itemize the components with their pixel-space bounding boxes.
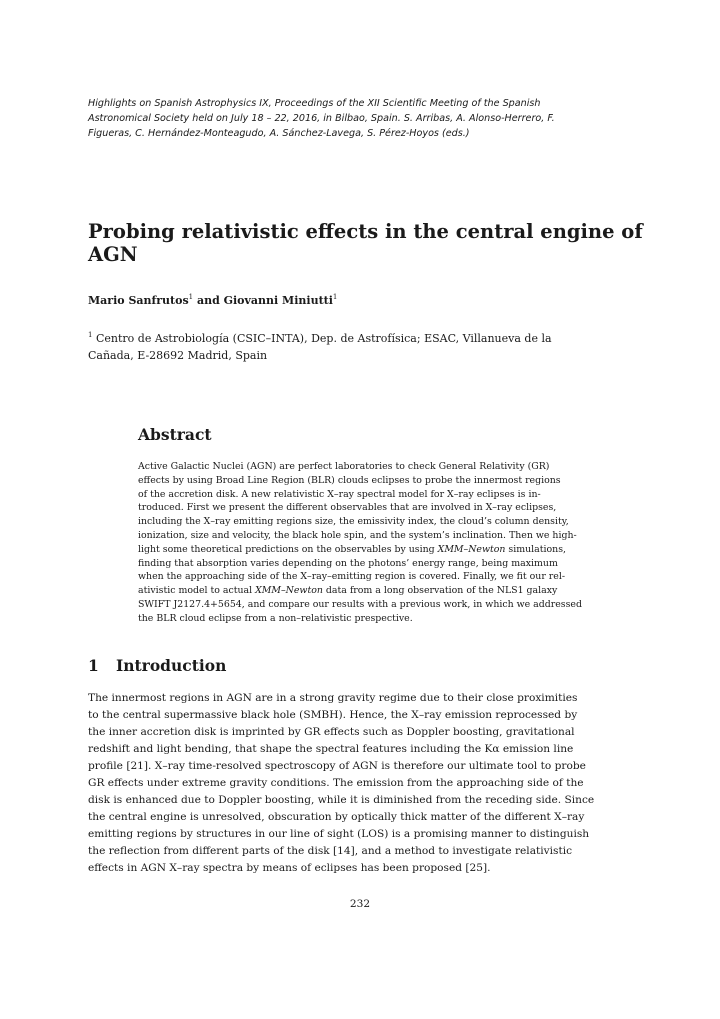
abstract-line: when the approaching side of the X–ray–emitting region is covered. Finally, we fit our rel- bbox=[138, 571, 565, 583]
page-number: 232 bbox=[349, 898, 371, 910]
section-number: 1 bbox=[88, 656, 99, 675]
intro-line: redshift and light bending, that shape the spectral features including the Kα emission line bbox=[88, 743, 574, 755]
abstract-line: effects by using Broad Line Region (BLR) clouds eclipses to probe the innermost regions bbox=[138, 474, 561, 486]
affiliation-mark: 1 bbox=[332, 293, 338, 301]
title-line: Probing relativistic effects in the central engine of bbox=[88, 220, 643, 243]
section-heading bbox=[88, 656, 226, 675]
abstract-line: troduced. First we present the different observables that are involved in X–ray eclipses, bbox=[138, 502, 557, 514]
affiliation-line: Centro de Astrobiología (CSIC–INTA), Dep. de Astrofísica; ESAC, Villanueva de la bbox=[92, 332, 552, 345]
intro-line: effects in AGN X–ray spectra by means of eclipses has been proposed [25]. bbox=[88, 862, 491, 874]
intro-line: to the central supermassive black hole (SMBH). Hence, the X–ray emission reprocessed by bbox=[88, 709, 578, 721]
intro-line: the inner accretion disk is imprinted by GR effects such as Doppler boosting, gravitational bbox=[88, 726, 575, 738]
abstract-body bbox=[138, 460, 624, 626]
affiliation-line: Cañada, E-28692 Madrid, Spain bbox=[88, 349, 268, 362]
author-list bbox=[88, 294, 337, 307]
title-line: AGN bbox=[88, 243, 138, 266]
author-conjunction: and bbox=[193, 294, 224, 307]
affiliation-mark: 1 bbox=[188, 293, 194, 301]
affiliation-mark: 1 bbox=[88, 331, 93, 339]
introduction-body bbox=[88, 690, 628, 877]
paper-title bbox=[88, 220, 648, 266]
abstract-line: finding that absorption varies depending on the photons’ energy range, being maximum bbox=[138, 557, 558, 569]
abstract-line: including the X–ray emitting regions size, the emissivity index, the cloud’s column density, bbox=[138, 516, 569, 528]
abstract-line bbox=[138, 543, 624, 557]
mission-name: XMM–Newton bbox=[437, 543, 506, 555]
section-title: Introduction bbox=[116, 656, 227, 675]
mission-name: XMM–Newton bbox=[255, 585, 323, 597]
abstract-line: of the accretion disk. A new relativistic X–ray spectral model for X–ray eclipses is in- bbox=[138, 488, 541, 500]
abstract-text: simulations, bbox=[505, 543, 566, 555]
intro-line: The innermost regions in AGN are in a strong gravity regime due to their close proximities bbox=[88, 692, 578, 704]
author-name: Mario Sanfrutos bbox=[88, 294, 189, 307]
abstract-line: Active Galactic Nuclei (AGN) are perfect laboratories to check General Relativity (GR) bbox=[138, 461, 550, 472]
abstract-text: data from a long observation of the NLS1 galaxy bbox=[322, 585, 558, 597]
intro-line: the reflection from different parts of the disk [14], and a method to investigate relativistic bbox=[88, 845, 573, 857]
intro-line: GR effects under extreme gravity conditions. The emission from the approaching side of the bbox=[88, 777, 584, 789]
abstract-line bbox=[138, 584, 624, 598]
header-line: Highlights on Spanish Astrophysics IX, Proceedings of the XII Scientific Meeting of the Spanish bbox=[88, 98, 541, 109]
abstract-text: ativistic model to actual bbox=[138, 585, 256, 597]
abstract-line: the BLR cloud eclipse from a non–relativistic prespective. bbox=[138, 612, 413, 624]
intro-line: emitting regions by structures in our line of sight (LOS) is a promising manner to distinguish bbox=[88, 828, 590, 840]
header-line: Astronomical Society held on July 18 – 22, 2016, in Bilbao, Spain. S. Arribas, A. Alonso-Herrero, F. bbox=[88, 113, 555, 125]
intro-line: the central engine is unresolved, obscuration by optically thick matter of the different X–ray bbox=[88, 811, 585, 823]
abstract-line: SWIFT J2127.4+5654, and compare our results with a previous work, in which we addressed bbox=[138, 598, 582, 610]
intro-line: disk is enhanced due to Doppler boosting, while it is diminished from the receding side. Since bbox=[88, 794, 595, 806]
affiliation bbox=[88, 330, 648, 364]
header-line: Figueras, C. Hernández-Monteagudo, A. Sánchez-Lavega, S. Pérez-Hoyos (eds.) bbox=[88, 128, 470, 140]
intro-line: profile [21]. X–ray time-resolved spectroscopy of AGN is therefore our ultimate tool to probe bbox=[88, 760, 586, 772]
abstract-line: ionization, size and velocity, the black hole spin, and the system’s inclination. Then we high- bbox=[138, 529, 577, 541]
proceedings-header bbox=[88, 96, 628, 142]
author-name: Giovanni Miniutti bbox=[223, 294, 333, 307]
abstract-text: light some theoretical predictions on the observables by using bbox=[138, 543, 438, 555]
abstract-heading: Abstract bbox=[138, 425, 212, 444]
